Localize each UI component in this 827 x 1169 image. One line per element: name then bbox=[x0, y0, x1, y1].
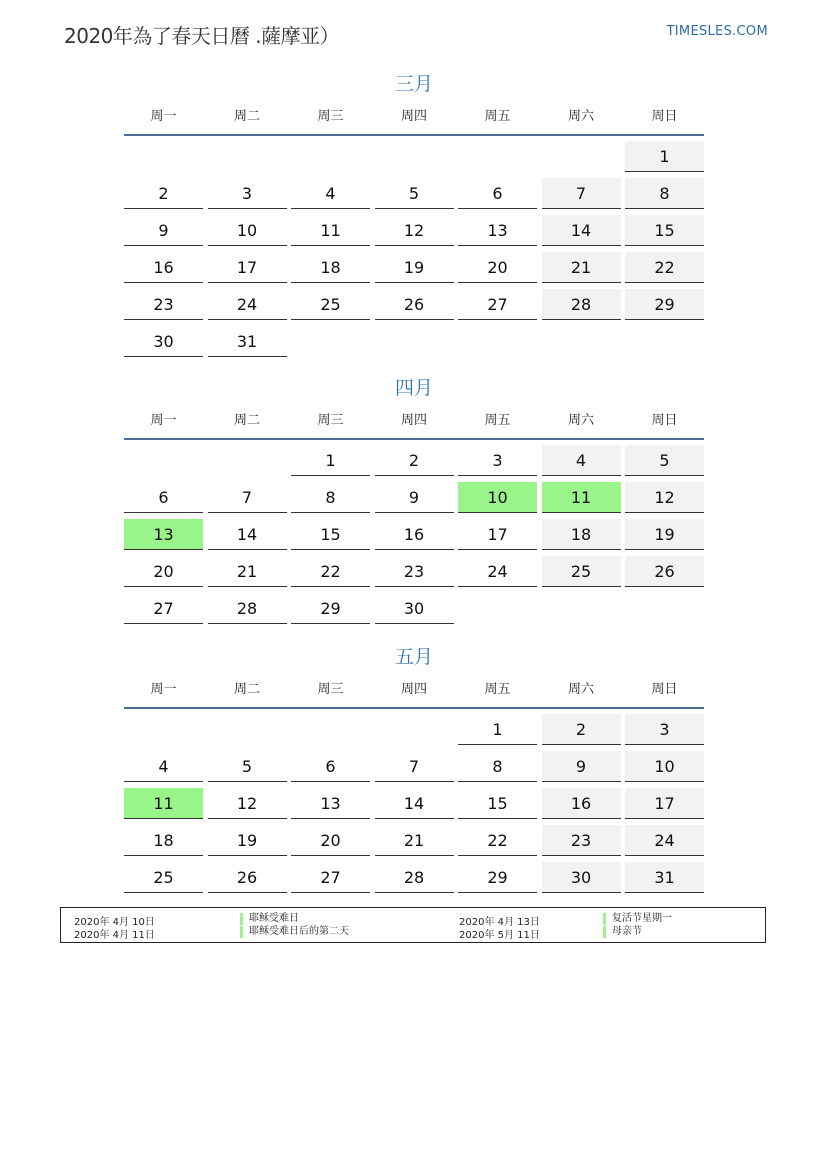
weekday-label: 周一 bbox=[150, 109, 177, 124]
day-cell: 17 bbox=[458, 519, 537, 550]
weekday-label: 周日 bbox=[651, 109, 678, 124]
legend-holiday-name: 耶稣受难日后的第二天 bbox=[240, 926, 349, 938]
weekday-label: 周六 bbox=[567, 682, 594, 697]
day-cell: 25 bbox=[124, 862, 203, 893]
day-cell: 23 bbox=[542, 825, 621, 856]
weekday-label: 周四 bbox=[400, 413, 427, 428]
day-grid bbox=[124, 714, 704, 893]
weekday-header bbox=[124, 108, 704, 136]
day-cell: 18 bbox=[124, 825, 203, 856]
weekday-label: 周日 bbox=[651, 682, 678, 697]
day-cell: 19 bbox=[375, 252, 454, 283]
weekday-label: 周二 bbox=[233, 413, 260, 428]
day-cell: 13 bbox=[291, 788, 370, 819]
day-cell: 12 bbox=[208, 788, 287, 819]
day-grid bbox=[124, 445, 704, 624]
day-cell: 28 bbox=[208, 593, 287, 624]
empty-cell bbox=[291, 714, 370, 744]
day-cell: 22 bbox=[625, 252, 704, 283]
day-cell: 25 bbox=[542, 556, 621, 587]
day-cell: 21 bbox=[208, 556, 287, 587]
day-cell: 19 bbox=[625, 519, 704, 550]
legend-holiday-name: 耶稣受难日 bbox=[240, 913, 299, 925]
day-cell: 3 bbox=[625, 714, 704, 745]
legend-holiday-name: 复活节星期一 bbox=[603, 913, 672, 925]
day-cell: 12 bbox=[375, 215, 454, 246]
day-cell: 16 bbox=[124, 252, 203, 283]
day-cell: 14 bbox=[542, 215, 621, 246]
day-cell: 14 bbox=[375, 788, 454, 819]
day-cell: 26 bbox=[208, 862, 287, 893]
day-cell: 24 bbox=[208, 289, 287, 320]
day-cell: 17 bbox=[625, 788, 704, 819]
weekday-label: 周三 bbox=[317, 413, 344, 428]
day-cell: 23 bbox=[124, 289, 203, 320]
day-cell: 27 bbox=[458, 289, 537, 320]
day-cell: 28 bbox=[375, 862, 454, 893]
day-cell: 18 bbox=[542, 519, 621, 550]
weekday-label: 周六 bbox=[567, 413, 594, 428]
holiday-legend bbox=[60, 907, 766, 943]
day-cell: 1 bbox=[625, 141, 704, 172]
day-cell: 30 bbox=[542, 862, 621, 893]
empty-cell bbox=[124, 445, 203, 475]
day-cell: 5 bbox=[208, 751, 287, 782]
day-cell: 5 bbox=[625, 445, 704, 476]
weekday-label: 周日 bbox=[651, 413, 678, 428]
day-cell: 23 bbox=[375, 556, 454, 587]
weekday-label: 周一 bbox=[150, 682, 177, 697]
empty-cell bbox=[542, 141, 621, 171]
day-cell: 22 bbox=[291, 556, 370, 587]
day-cell: 4 bbox=[291, 178, 370, 209]
month-title: 三月 bbox=[394, 73, 433, 95]
empty-cell bbox=[375, 714, 454, 744]
empty-cell bbox=[124, 714, 203, 744]
day-cell: 20 bbox=[291, 825, 370, 856]
legend-date: 2020年 5月 11日 bbox=[459, 930, 540, 941]
day-cell: 6 bbox=[458, 178, 537, 209]
day-cell: 3 bbox=[208, 178, 287, 209]
month-title: 四月 bbox=[394, 377, 433, 399]
day-cell: 8 bbox=[458, 751, 537, 782]
legend-row bbox=[61, 913, 765, 926]
day-cell: 7 bbox=[375, 751, 454, 782]
empty-cell bbox=[458, 141, 537, 171]
day-cell: 10 bbox=[458, 482, 537, 513]
day-cell: 15 bbox=[625, 215, 704, 246]
weekday-header bbox=[124, 681, 704, 709]
empty-cell bbox=[291, 141, 370, 171]
month-title: 五月 bbox=[394, 646, 433, 668]
day-cell: 14 bbox=[208, 519, 287, 550]
day-cell: 7 bbox=[208, 482, 287, 513]
day-cell: 15 bbox=[458, 788, 537, 819]
day-cell: 16 bbox=[375, 519, 454, 550]
empty-cell bbox=[375, 141, 454, 171]
day-cell: 8 bbox=[625, 178, 704, 209]
day-cell: 20 bbox=[458, 252, 537, 283]
day-cell: 8 bbox=[291, 482, 370, 513]
legend-date: 2020年 4月 13日 bbox=[459, 917, 540, 928]
empty-cell bbox=[208, 141, 287, 171]
day-cell: 13 bbox=[124, 519, 203, 550]
weekday-label: 周二 bbox=[233, 682, 260, 697]
day-cell: 27 bbox=[124, 593, 203, 624]
day-cell: 15 bbox=[291, 519, 370, 550]
day-cell: 13 bbox=[458, 215, 537, 246]
day-cell: 18 bbox=[291, 252, 370, 283]
day-cell: 10 bbox=[625, 751, 704, 782]
day-cell: 6 bbox=[124, 482, 203, 513]
legend-date: 2020年 4月 10日 bbox=[74, 917, 155, 928]
day-cell: 11 bbox=[542, 482, 621, 513]
weekday-label: 周三 bbox=[317, 109, 344, 124]
day-cell: 20 bbox=[124, 556, 203, 587]
legend-row bbox=[61, 926, 765, 939]
day-cell: 24 bbox=[458, 556, 537, 587]
month-march bbox=[124, 70, 704, 357]
month-may bbox=[124, 643, 704, 893]
empty-cell bbox=[208, 445, 287, 475]
day-cell: 19 bbox=[208, 825, 287, 856]
day-cell: 6 bbox=[291, 751, 370, 782]
day-cell: 11 bbox=[291, 215, 370, 246]
day-cell: 30 bbox=[124, 326, 203, 357]
day-cell: 3 bbox=[458, 445, 537, 476]
day-cell: 30 bbox=[375, 593, 454, 624]
day-cell: 2 bbox=[124, 178, 203, 209]
weekday-label: 周四 bbox=[400, 682, 427, 697]
day-cell: 7 bbox=[542, 178, 621, 209]
day-cell: 2 bbox=[375, 445, 454, 476]
day-cell: 12 bbox=[625, 482, 704, 513]
day-cell: 29 bbox=[291, 593, 370, 624]
legend-holiday-name: 母亲节 bbox=[603, 926, 642, 938]
day-cell: 4 bbox=[124, 751, 203, 782]
day-cell: 2 bbox=[542, 714, 621, 745]
site-link[interactable]: TIMESLES.COM bbox=[666, 24, 768, 39]
weekday-label: 周六 bbox=[567, 109, 594, 124]
day-cell: 1 bbox=[458, 714, 537, 745]
day-cell: 25 bbox=[291, 289, 370, 320]
day-cell: 28 bbox=[542, 289, 621, 320]
day-cell: 31 bbox=[208, 326, 287, 357]
legend-date: 2020年 4月 11日 bbox=[74, 930, 155, 941]
weekday-label: 周五 bbox=[484, 413, 511, 428]
day-cell: 21 bbox=[542, 252, 621, 283]
day-cell: 9 bbox=[542, 751, 621, 782]
day-cell: 27 bbox=[291, 862, 370, 893]
day-cell: 21 bbox=[375, 825, 454, 856]
weekday-header bbox=[124, 412, 704, 440]
day-cell: 26 bbox=[625, 556, 704, 587]
day-cell: 26 bbox=[375, 289, 454, 320]
weekday-label: 周五 bbox=[484, 682, 511, 697]
day-cell: 5 bbox=[375, 178, 454, 209]
day-cell: 1 bbox=[291, 445, 370, 476]
weekday-label: 周三 bbox=[317, 682, 344, 697]
empty-cell bbox=[208, 714, 287, 744]
day-cell: 16 bbox=[542, 788, 621, 819]
month-april bbox=[124, 374, 704, 624]
day-cell: 31 bbox=[625, 862, 704, 893]
day-cell: 29 bbox=[458, 862, 537, 893]
weekday-label: 周五 bbox=[484, 109, 511, 124]
day-cell: 9 bbox=[124, 215, 203, 246]
day-cell: 24 bbox=[625, 825, 704, 856]
day-cell: 4 bbox=[542, 445, 621, 476]
day-cell: 11 bbox=[124, 788, 203, 819]
day-cell: 29 bbox=[625, 289, 704, 320]
weekday-label: 周四 bbox=[400, 109, 427, 124]
day-cell: 10 bbox=[208, 215, 287, 246]
day-cell: 22 bbox=[458, 825, 537, 856]
day-cell: 17 bbox=[208, 252, 287, 283]
page-title: 2020年為了春天日曆 .薩摩亚） bbox=[64, 24, 340, 48]
day-grid bbox=[124, 141, 704, 357]
weekday-label: 周一 bbox=[150, 413, 177, 428]
empty-cell bbox=[124, 141, 203, 171]
day-cell: 9 bbox=[375, 482, 454, 513]
weekday-label: 周二 bbox=[233, 109, 260, 124]
